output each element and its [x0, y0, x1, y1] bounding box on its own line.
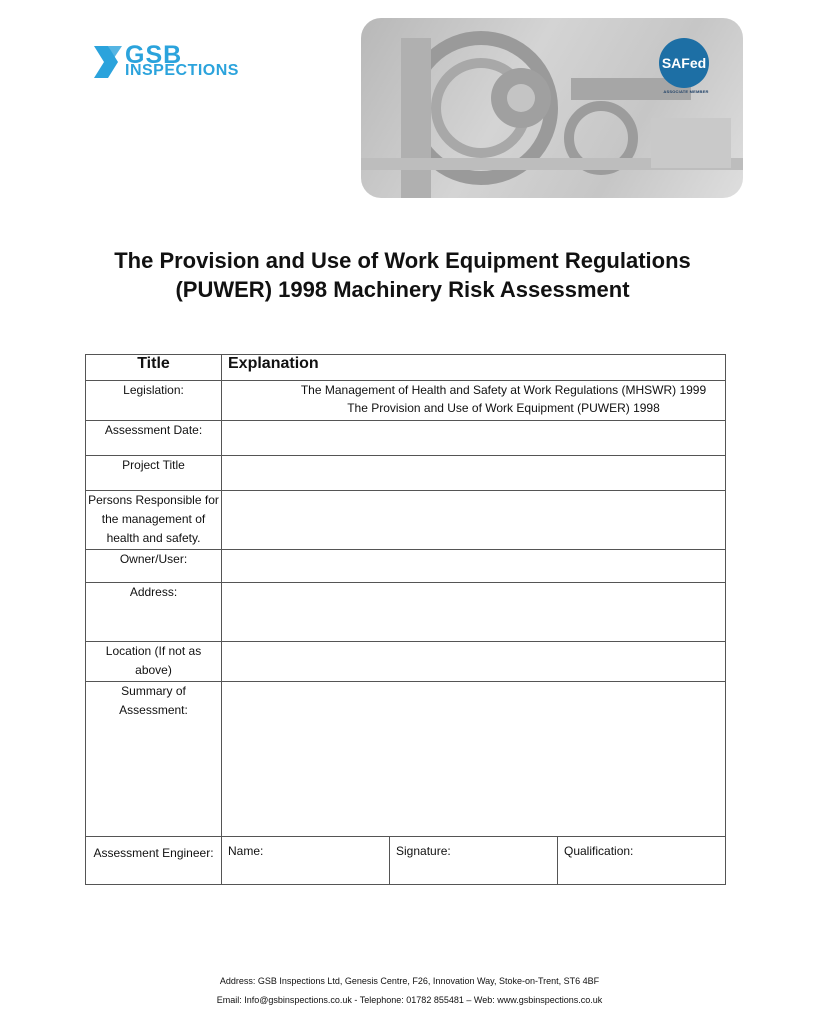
label-persons-responsible: Persons Responsible for the management of health and safety. [86, 491, 222, 550]
label-summary: Summary of Assessment: [86, 682, 222, 837]
legislation-line-2: The Provision and Use of Work Equipment (PUWER) 1998 [347, 401, 660, 415]
gsb-logo-mark-icon [92, 44, 126, 80]
label-owner-user: Owner/User: [86, 550, 222, 583]
column-divider [557, 837, 558, 884]
safed-logo: SAFed [659, 38, 709, 88]
address-field[interactable] [222, 583, 726, 642]
safed-sub-label: ASSOCIATE MEMBER [663, 89, 709, 94]
risk-assessment-table [85, 354, 726, 885]
summary-field[interactable] [222, 682, 726, 837]
label-assessment-date: Assessment Date: [86, 421, 222, 456]
logo-text-inspections: INSPECTIONS [125, 62, 239, 79]
safed-badge [655, 38, 715, 98]
footer-address: Address: GSB Inspections Ltd, Genesis Centre, F26, Innovation Way, Stoke-on-Trent, ST6 4BF [219, 976, 600, 986]
header-explanation: Explanation [222, 355, 726, 381]
legislation-line-1: The Management of Health and Safety at Work Regulations (MHSWR) 1999 [300, 383, 707, 397]
legislation-value [222, 381, 726, 421]
engineer-details [222, 837, 726, 885]
persons-responsible-field[interactable] [222, 491, 726, 550]
engineer-signature-label: Signature: [396, 844, 451, 858]
label-legislation: Legislation: [86, 381, 222, 421]
label-assessment-engineer: Assessment Engineer: [86, 837, 222, 885]
assessment-date-field[interactable] [222, 421, 726, 456]
gsb-logo [92, 41, 262, 84]
location-field[interactable] [222, 642, 726, 682]
engineer-qualification-label: Qualification: [564, 844, 634, 858]
document-title: The Provision and Use of Work Equipment Regulations (PUWER) 1998 Machinery Risk Assessment [114, 248, 691, 302]
label-address: Address: [86, 583, 222, 642]
column-divider [389, 837, 390, 884]
project-title-field[interactable] [222, 456, 726, 491]
logo-text-gsb: GSB [125, 41, 183, 69]
owner-user-field[interactable] [222, 550, 726, 583]
label-project-title: Project Title [86, 456, 222, 491]
footer-contact: Email: Info@gsbinspections.co.uk - Telephone: 01782 855481 – Web: www.gsbinspections.co.uk [216, 995, 603, 1005]
header-title: Title [86, 355, 222, 381]
label-location: Location (If not as above) [86, 642, 222, 682]
engineer-name-label: Name: [228, 844, 264, 858]
